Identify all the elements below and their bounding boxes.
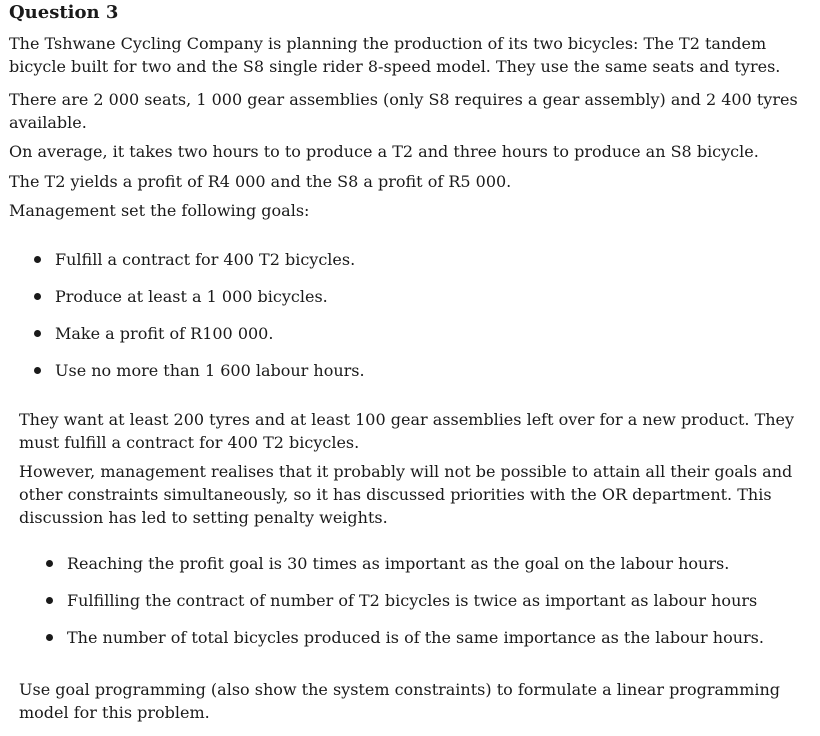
list-item <box>34 322 365 359</box>
constraints-paragraph: They want at least 200 tyres and at least 100 gear assemblies left over for a new product. They must fulfill a contract for 400 T2 bicycles. <box>19 410 795 452</box>
bullet-icon <box>34 293 41 300</box>
bullet-icon <box>34 367 41 374</box>
profit-paragraph: The T2 yields a profit of R4 000 and the S8 a profit of R5 000. <box>9 172 512 191</box>
priority-text: The number of total bicycles produced is of the same importance as the labour hours. <box>67 628 764 647</box>
instruction-paragraph: Use goal programming (also show the system constraints) to formulate a linear programming model for this problem. <box>19 680 781 722</box>
goals-intro-paragraph: Management set the following goals: <box>9 201 310 220</box>
list-item <box>34 285 365 322</box>
production-time-paragraph: On average, it takes two hours to to produce a T2 and three hours to produce an S8 bicycle. <box>9 142 759 161</box>
priority-text: Fulfilling the contract of number of T2 bicycles is twice as important as labour hours <box>67 591 758 610</box>
bullet-icon <box>34 330 41 337</box>
list-item <box>34 359 365 396</box>
priorities-list <box>46 552 764 663</box>
bullet-icon <box>46 597 53 604</box>
list-item <box>34 248 365 285</box>
goal-text: Make a profit of R100 000. <box>55 324 274 343</box>
goal-text: Produce at least a 1 000 bicycles. <box>55 287 328 306</box>
priorities-intro-paragraph: However, management realises that it probably will not be possible to attain all their goals and other constraints simultaneously, so it has discussed priorities with the OR department. This discussion has led to setting penalty weights. <box>19 462 793 527</box>
list-item <box>46 626 764 663</box>
goals-list <box>34 248 365 396</box>
list-item <box>46 552 764 589</box>
intro-paragraph: The Tshwane Cycling Company is planning the production of its two bicycles: The T2 tandem bicycle built for two and the S8 single rider 8-speed model. They use the same seats and tyres. <box>9 34 781 76</box>
goal-text: Fulfill a contract for 400 T2 bicycles. <box>55 250 356 269</box>
priority-text: Reaching the profit goal is 30 times as important as the goal on the labour hours. <box>67 554 730 573</box>
goal-text: Use no more than 1 600 labour hours. <box>55 361 365 380</box>
list-item <box>46 589 764 626</box>
resources-paragraph: There are 2 000 seats, 1 000 gear assemblies (only S8 requires a gear assembly) and 2 400 tyres available. <box>9 90 798 132</box>
bullet-icon <box>46 634 53 641</box>
bullet-icon <box>46 560 53 567</box>
bullet-icon <box>34 256 41 263</box>
question-title: Question 3 <box>9 2 119 23</box>
